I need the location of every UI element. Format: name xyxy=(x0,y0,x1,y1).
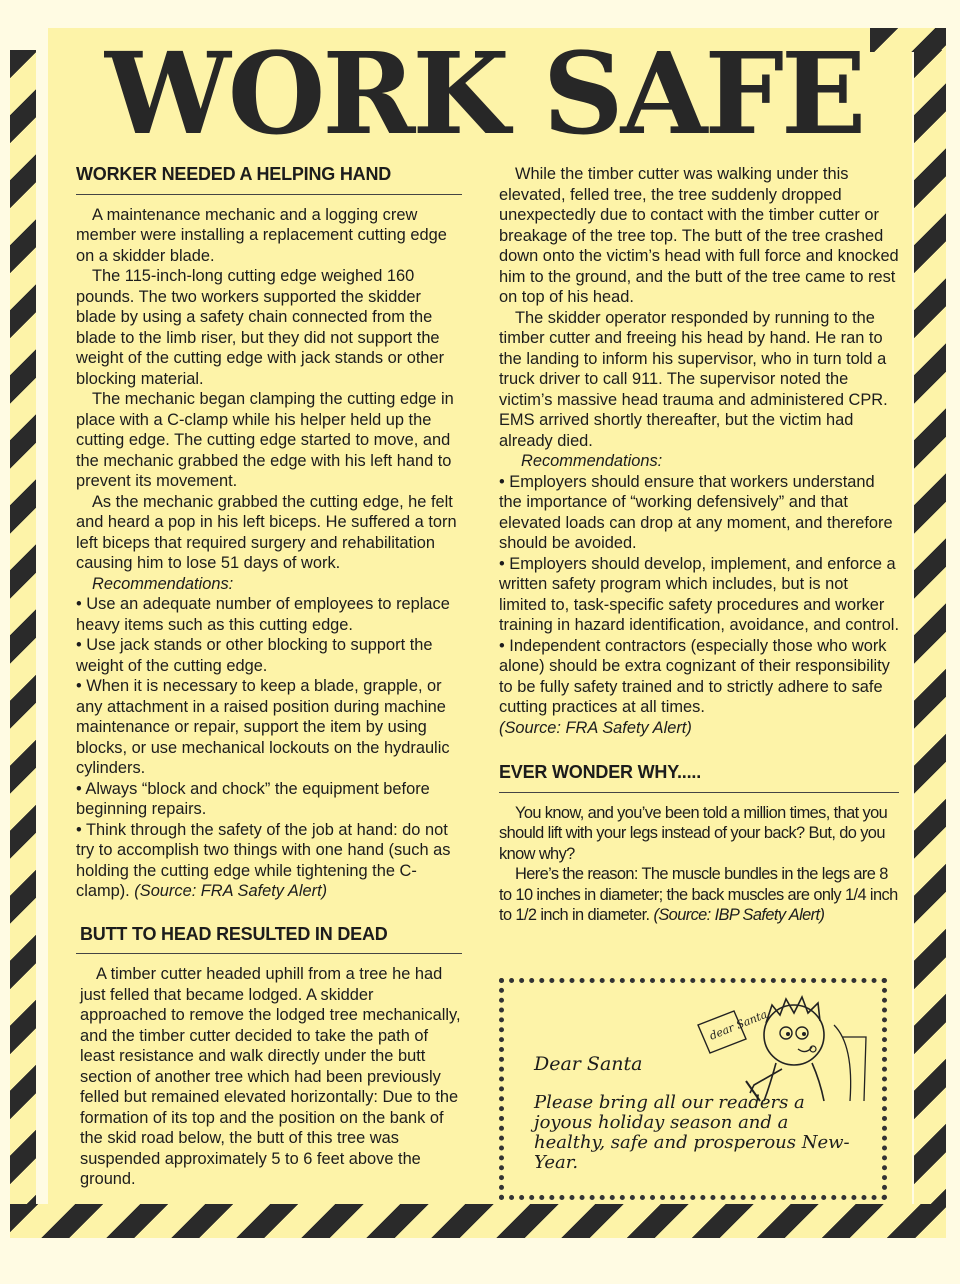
paragraph: The 115-inch-long cutting edge weighed 160 pounds. The two workers supported the skidder blade by using a safety chain connected from the blade to the limb riser, but they did not support the weight of the cutting edge with jack stands or other blocking material. xyxy=(76,267,445,388)
bullet-item: • Employers should develop, implement, and enforce a written safety program which includes, but is not limited to, task-specific safety procedures and worker training in hazard identification, avoidance, and control. xyxy=(499,554,900,634)
paragraph: You know, and you’ve been told a million times, that you should lift with your legs instead of your back? But, do you know why? xyxy=(499,803,888,863)
paragraph: A timber cutter headed uphill from a tree he had just felled that became lodged. A skidder approached to remove the lodged tree mechanically, and the timber cutter decided to take the path of least resistance and walk directly under the butt section of another tree which had been previously felled but remained elevated horizontally: Due to the formation of its top and the position on the bank of the skid road below, the butt of this tree was suspended approximately 5 to 6 feet above the ground. xyxy=(80,965,461,1188)
article-heading-ever-wonder-why: EVER WONDER WHY..... xyxy=(499,758,899,793)
boy-writing-letter-illustration xyxy=(694,985,874,1103)
paragraph: The skidder operator responded by running to the timber cutter and freeing his head by hand. He ran to the landing to inform his supervisor, who in turn told a truck driver to call 911. The supervisor noted the victim’s massive head trauma and administered CPR. EMS arrived shortly thereafter, but the victim had already died. xyxy=(499,308,888,450)
paragraph xyxy=(499,864,899,926)
hazard-stripe-right xyxy=(914,50,946,1226)
hazard-stripe-top xyxy=(870,28,946,52)
paragraph: The mechanic began clamping the cutting edge in place with a C-clamp while his helper held up the cutting edge. The cutting edge started to move, and the mechanic grabbed the edge with his left hand to prevent its movement. xyxy=(76,390,454,490)
paragraph: A maintenance mechanic and a logging crew member were installing a replacement cutting edge on a skidder blade. xyxy=(76,205,447,265)
bullet-text: • Think through the safety of the job at hand: do not try to accomplish two things with one hand (such as holding the cutting edge while tightening the C-clamp). xyxy=(76,820,451,900)
article-heading-butt-to-head: BUTT TO HEAD RESULTED IN DEAD xyxy=(76,920,462,955)
page-title: WORK SAFE xyxy=(105,29,864,160)
hazard-stripe-left xyxy=(10,50,36,1226)
hazard-stripe-bottom xyxy=(10,1204,946,1238)
bullet-item: • Independent contractors (especially those who work alone) should be extra cognizant of their responsibility to be fully safety trained and to strictly adhere to safe cutting practices at all times. xyxy=(499,636,890,716)
bullet-item: • Always “block and chock” the equipment before beginning repairs. xyxy=(76,779,430,818)
left-column xyxy=(76,160,462,1190)
right-column xyxy=(499,164,899,926)
article-body-butt-to-head-part1 xyxy=(76,964,462,1190)
recommendations-label: Recommendations: xyxy=(521,452,663,470)
article-heading-helping-hand: WORKER NEEDED A HELPING HAND xyxy=(76,160,462,195)
source-citation: (Source: FRA Safety Alert) xyxy=(499,718,692,737)
article-body-ever-wonder-why xyxy=(499,803,899,926)
bullet-item: • Employers should ensure that workers understand the importance of “working defensively” and that elevated loads can drop at any moment, and therefore should be avoided. xyxy=(499,472,893,552)
santa-message: Please bring all our readers a joyous holiday season and a healthy, safe and prosperous New-Year. xyxy=(534,1092,850,1173)
recommendations-label: Recommendations: xyxy=(92,574,234,593)
letter-sign-text: dear Santa xyxy=(707,1007,770,1043)
bullet-item xyxy=(76,820,462,902)
bullet-item: • Use jack stands or other blocking to support the weight of the cutting edge. xyxy=(76,636,433,675)
bullet-item: • When it is necessary to keep a blade, grapple, or any attachment in a raised position during machine maintenance or repair, support the item by using blocks, or use mechanical lockouts on the hydraulic cylinders. xyxy=(76,677,450,777)
santa-greeting: Dear Santa xyxy=(534,1053,643,1075)
paragraph: As the mechanic grabbed the cutting edge, he felt and heard a pop in his left biceps. He suffered a torn left biceps that required surgery and rehabilitation causing him to lose 51 days of work. xyxy=(76,492,457,572)
paragraph-text: Here’s the reason: The muscle bundles in the legs are 8 to 10 inches in diameter; the back muscles are only 1/4 inch to 1/2 inch in diameter. xyxy=(499,865,898,924)
santa-letter-box xyxy=(499,978,887,1200)
paragraph: While the timber cutter was walking under this elevated, felled tree, the tree suddenly dropped unexpectedly due to contact with the timber cutter or breakage of the tree top. The butt of the tree crashed down onto the victim’s head with full force and knocked him to the ground, and the butt of the tree came to rest on top of his head. xyxy=(499,165,899,306)
article-body-helping-hand xyxy=(76,205,462,902)
source-citation: (Source: IBP Safety Alert) xyxy=(653,906,825,924)
source-citation: (Source: FRA Safety Alert) xyxy=(134,882,328,900)
article-body-butt-to-head-part2 xyxy=(499,164,899,738)
bullet-item: • Use an adequate number of employees to replace heavy items such as this cutting edge. xyxy=(76,595,450,634)
